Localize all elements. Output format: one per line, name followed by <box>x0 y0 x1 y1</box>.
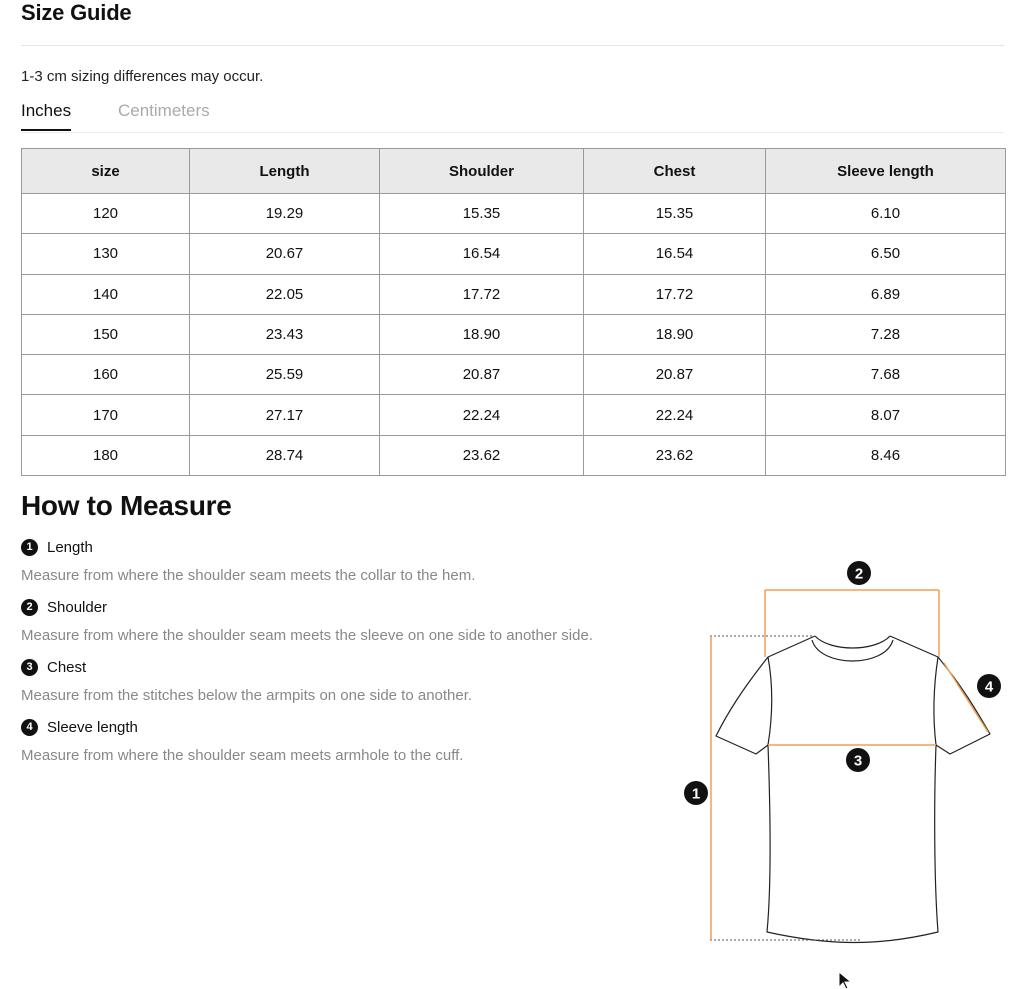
measure-item-shoulder <box>21 597 661 644</box>
table-cell: 160 <box>22 355 190 395</box>
table-row <box>22 234 1006 274</box>
number-4-icon: 4 <box>21 719 38 736</box>
measure-description: Measure from the stitches below the armpits on one side to another. <box>21 687 473 704</box>
table-row <box>22 194 1006 234</box>
table-cell: 7.68 <box>766 355 1006 395</box>
table-cell: 23.62 <box>584 435 766 475</box>
table-row <box>22 395 1006 435</box>
svg-text:1: 1 <box>691 785 701 803</box>
table-cell: 8.07 <box>766 395 1006 435</box>
svg-text:3: 3 <box>853 752 863 770</box>
table-cell: 18.90 <box>380 314 584 354</box>
column-header-length: Length <box>190 149 380 194</box>
table-cell: 22.24 <box>584 395 766 435</box>
table-cell: 23.43 <box>190 314 380 354</box>
tshirt-measurement-diagram-icon <box>680 555 1010 955</box>
unit-tabs <box>21 101 1004 133</box>
column-header-size: size <box>22 149 190 194</box>
table-cell: 25.59 <box>190 355 380 395</box>
table-cell: 120 <box>22 194 190 234</box>
measure-label: Chest <box>47 658 87 676</box>
table-cell: 180 <box>22 435 190 475</box>
tab-inches[interactable]: Inches <box>21 101 71 131</box>
sizing-note: 1-3 cm sizing differences may occur. <box>21 68 264 85</box>
table-row <box>22 355 1006 395</box>
table-row <box>22 274 1006 314</box>
table-cell: 170 <box>22 395 190 435</box>
size-table <box>21 148 1006 476</box>
table-cell: 18.90 <box>584 314 766 354</box>
table-row <box>22 314 1006 354</box>
mouse-cursor-icon <box>838 971 852 989</box>
table-cell: 16.54 <box>584 234 766 274</box>
table-cell: 20.87 <box>380 355 584 395</box>
table-cell: 15.35 <box>380 194 584 234</box>
measure-item-sleeve-length <box>21 717 661 764</box>
how-to-measure-title: How to Measure <box>21 490 232 521</box>
measure-label: Shoulder <box>47 598 108 616</box>
table-cell: 19.29 <box>190 194 380 234</box>
table-cell: 23.62 <box>380 435 584 475</box>
measure-item-chest <box>21 657 661 704</box>
table-row <box>22 435 1006 475</box>
number-2-icon: 2 <box>21 599 38 616</box>
measure-label: Sleeve length <box>47 718 138 736</box>
table-cell: 130 <box>22 234 190 274</box>
measure-description: Measure from where the shoulder seam meets armhole to the cuff. <box>21 747 464 764</box>
table-cell: 22.05 <box>190 274 380 314</box>
title-divider <box>21 45 1004 46</box>
svg-text:4: 4 <box>984 678 994 696</box>
table-cell: 22.24 <box>380 395 584 435</box>
table-cell: 20.87 <box>584 355 766 395</box>
column-header-chest: Chest <box>584 149 766 194</box>
svg-text:2: 2 <box>854 565 864 583</box>
measure-item-length <box>21 537 661 584</box>
column-header-sleeve-length: Sleeve length <box>766 149 1006 194</box>
table-cell: 7.28 <box>766 314 1006 354</box>
column-header-shoulder: Shoulder <box>380 149 584 194</box>
table-cell: 15.35 <box>584 194 766 234</box>
number-3-icon: 3 <box>21 659 38 676</box>
table-cell: 150 <box>22 314 190 354</box>
table-cell: 6.50 <box>766 234 1006 274</box>
table-cell: 6.10 <box>766 194 1006 234</box>
table-cell: 17.72 <box>584 274 766 314</box>
measure-description: Measure from where the shoulder seam meets the collar to the hem. <box>21 567 476 584</box>
tab-centimeters[interactable]: Centimeters <box>118 101 210 120</box>
table-cell: 8.46 <box>766 435 1006 475</box>
modal-title: Size Guide <box>21 0 132 25</box>
table-cell: 28.74 <box>190 435 380 475</box>
table-cell: 17.72 <box>380 274 584 314</box>
table-cell: 20.67 <box>190 234 380 274</box>
table-header-row <box>22 149 1006 194</box>
table-cell: 16.54 <box>380 234 584 274</box>
tabs-divider <box>21 132 1004 133</box>
table-cell: 27.17 <box>190 395 380 435</box>
measure-label: Length <box>47 538 93 556</box>
measure-description: Measure from where the shoulder seam meets the sleeve on one side to another side. <box>21 627 593 644</box>
number-1-icon: 1 <box>21 539 38 556</box>
table-cell: 140 <box>22 274 190 314</box>
table-cell: 6.89 <box>766 274 1006 314</box>
